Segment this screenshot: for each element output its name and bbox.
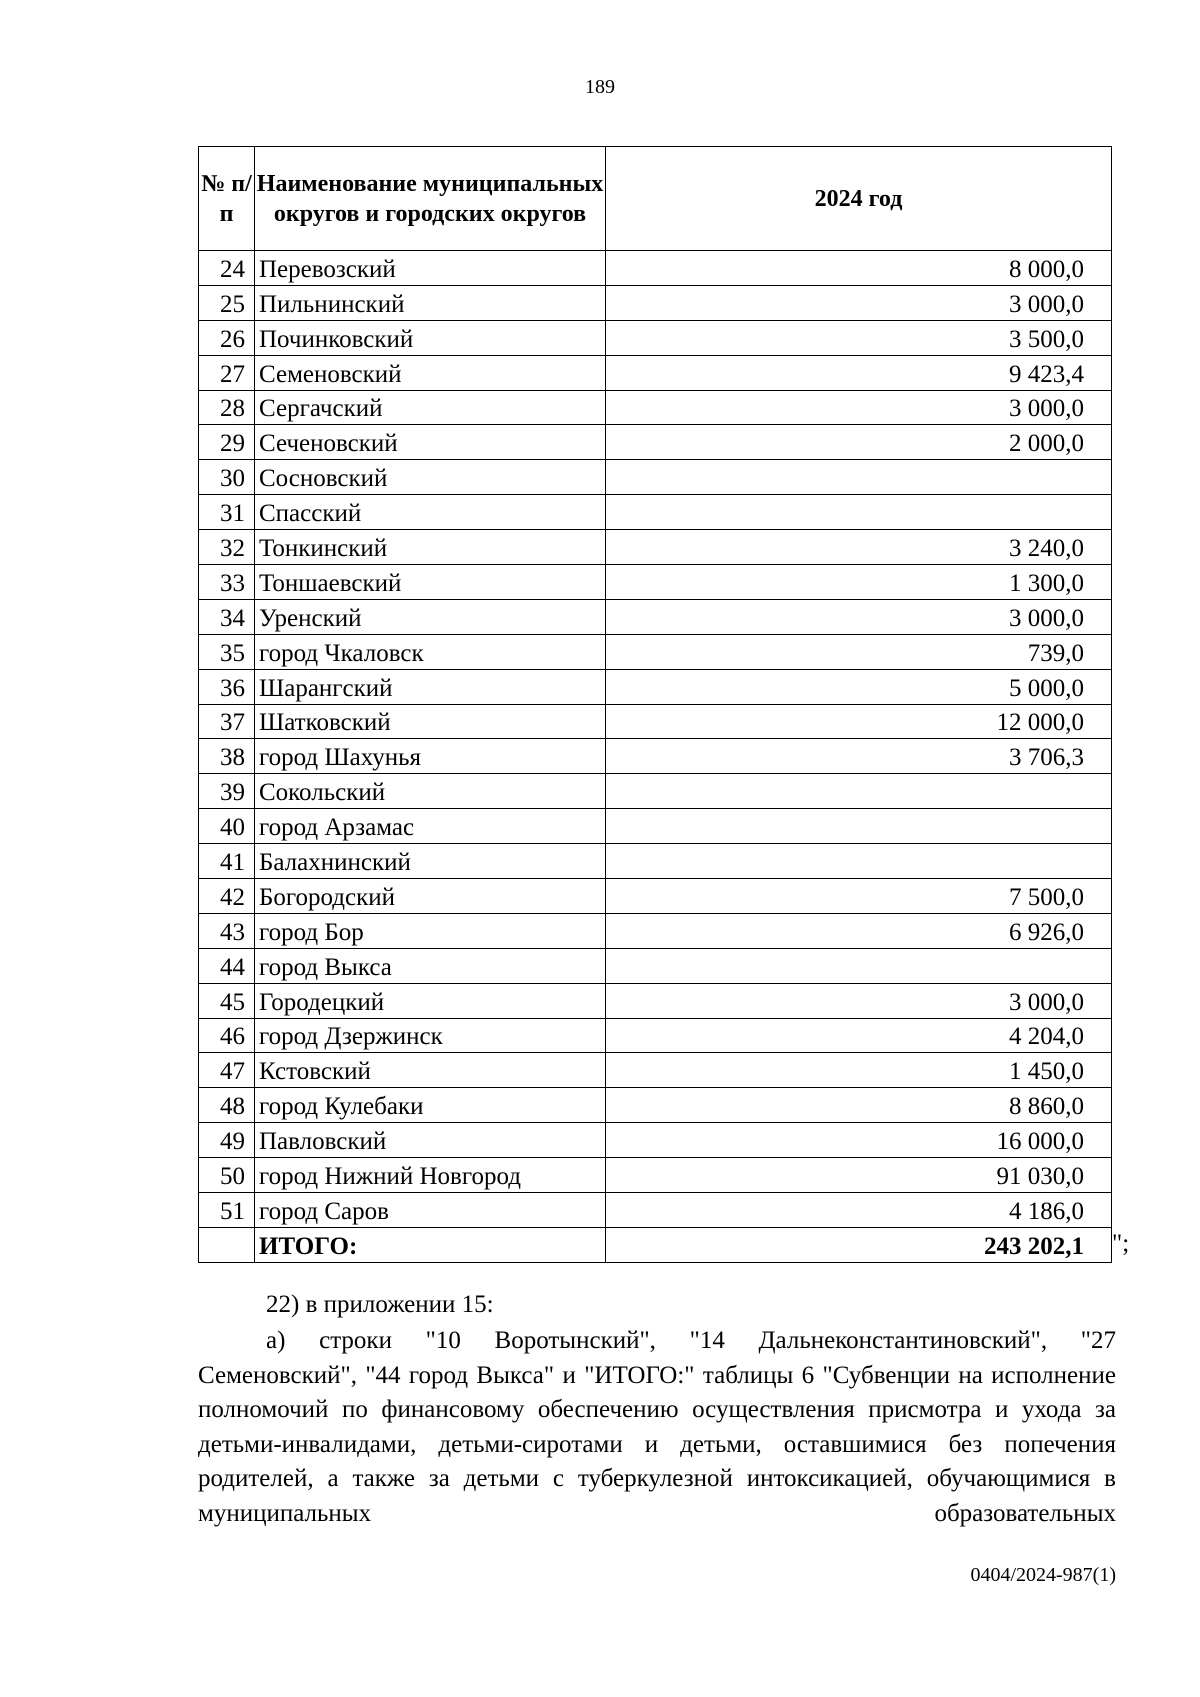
row-value: 12 000,0 xyxy=(606,704,1112,739)
table-row xyxy=(199,774,1112,809)
row-number: 46 xyxy=(199,1018,255,1053)
row-name: Павловский xyxy=(255,1123,606,1158)
table-row xyxy=(199,320,1112,355)
row-value: 2 000,0 xyxy=(606,425,1112,460)
row-number: 49 xyxy=(199,1123,255,1158)
row-name: Сергачский xyxy=(255,390,606,425)
row-value: 3 000,0 xyxy=(606,285,1112,320)
table-row xyxy=(199,530,1112,565)
table-row xyxy=(199,1018,1112,1053)
row-name: Балахнинский xyxy=(255,844,606,879)
row-number: 43 xyxy=(199,913,255,948)
table-row xyxy=(199,1123,1112,1158)
row-number: 39 xyxy=(199,774,255,809)
row-name: Починковский xyxy=(255,320,606,355)
row-value: 4 186,0 xyxy=(606,1193,1112,1228)
table-row xyxy=(199,355,1112,390)
row-name: Богородский xyxy=(255,879,606,914)
table-row xyxy=(199,1158,1112,1193)
row-number: 33 xyxy=(199,565,255,600)
row-value xyxy=(606,948,1112,983)
row-name: город Кулебаки xyxy=(255,1088,606,1123)
table-row xyxy=(199,425,1112,460)
row-name: Тоншаевский xyxy=(255,565,606,600)
allocation-table-wrapper xyxy=(198,146,1112,1263)
row-number: 51 xyxy=(199,1193,255,1228)
row-value: 1 300,0 xyxy=(606,565,1112,600)
row-number: 26 xyxy=(199,320,255,355)
row-number: 24 xyxy=(199,251,255,286)
row-value xyxy=(606,774,1112,809)
table-row xyxy=(199,809,1112,844)
row-name: город Шахунья xyxy=(255,739,606,774)
paragraph-line-first: а) строки "10 Воротынский", "14 Дальнеконстантиновский", xyxy=(266,1327,1048,1354)
total-label: ИТОГО: xyxy=(255,1227,606,1262)
row-number: 29 xyxy=(199,425,255,460)
row-value: 91 030,0 xyxy=(606,1158,1112,1193)
row-name: Семеновский xyxy=(255,355,606,390)
row-value: 9 423,4 xyxy=(606,355,1112,390)
row-value: 8 860,0 xyxy=(606,1088,1112,1123)
row-number: 47 xyxy=(199,1053,255,1088)
row-value: 16 000,0 xyxy=(606,1123,1112,1158)
row-value xyxy=(606,809,1112,844)
row-number: 48 xyxy=(199,1088,255,1123)
row-number: 32 xyxy=(199,530,255,565)
table-row xyxy=(199,285,1112,320)
row-number: 27 xyxy=(199,355,255,390)
table-row xyxy=(199,913,1112,948)
table-row xyxy=(199,565,1112,600)
total-value: 243 202,1 xyxy=(606,1227,1112,1262)
table-row xyxy=(199,948,1112,983)
row-value: 3 000,0 xyxy=(606,599,1112,634)
row-name: город Саров xyxy=(255,1193,606,1228)
row-value xyxy=(606,460,1112,495)
row-name: Сосновский xyxy=(255,460,606,495)
row-name: город Нижний Новгород xyxy=(255,1158,606,1193)
header-number: № п/п xyxy=(199,147,255,251)
row-number: 37 xyxy=(199,704,255,739)
row-number: 44 xyxy=(199,948,255,983)
row-value: 3 706,3 xyxy=(606,739,1112,774)
row-number: 36 xyxy=(199,669,255,704)
row-value: 3 240,0 xyxy=(606,530,1112,565)
row-value xyxy=(606,844,1112,879)
table-row xyxy=(199,1053,1112,1088)
table-row xyxy=(199,460,1112,495)
paragraph-line-rest: "27 Семеновский", "44 город Выкса" и "ИТОГО:" таблицы 6 "Субвенции на исполнение полномочий по финансовому обеспечению осуществления присмотра и ухода за детьми-инвалидами, детьми-сиротами и детьми, оставшимися без попечения родителей, а также за детьми с туберкулезной интоксикацией, обучающимися в муниципальных образовательных xyxy=(198,1327,1116,1527)
paragraph-item-22: 22) в приложении 15: xyxy=(266,1291,494,1318)
total-number-cell xyxy=(199,1227,255,1262)
table-row xyxy=(199,669,1112,704)
table-row xyxy=(199,1193,1112,1228)
table-row xyxy=(199,495,1112,530)
row-number: 35 xyxy=(199,634,255,669)
row-name: Перевозский xyxy=(255,251,606,286)
row-number: 42 xyxy=(199,879,255,914)
row-name: Кстовский xyxy=(255,1053,606,1088)
table-row xyxy=(199,599,1112,634)
table-row xyxy=(199,634,1112,669)
row-name: город Арзамас xyxy=(255,809,606,844)
row-value: 739,0 xyxy=(606,634,1112,669)
row-value: 3 500,0 xyxy=(606,320,1112,355)
table-header-row xyxy=(199,147,1112,251)
row-number: 31 xyxy=(199,495,255,530)
row-value: 6 926,0 xyxy=(606,913,1112,948)
row-name: Шатковский xyxy=(255,704,606,739)
table-row xyxy=(199,251,1112,286)
table-row xyxy=(199,704,1112,739)
row-value: 5 000,0 xyxy=(606,669,1112,704)
paragraph-item-a xyxy=(198,1324,1116,1531)
table-total-row xyxy=(199,1227,1112,1262)
row-number: 38 xyxy=(199,739,255,774)
row-number: 28 xyxy=(199,390,255,425)
row-value xyxy=(606,495,1112,530)
row-value: 4 204,0 xyxy=(606,1018,1112,1053)
row-name: Шарангский xyxy=(255,669,606,704)
row-value: 1 450,0 xyxy=(606,1053,1112,1088)
table-row xyxy=(199,844,1112,879)
row-number: 34 xyxy=(199,599,255,634)
row-name: Городецкий xyxy=(255,983,606,1018)
row-value: 7 500,0 xyxy=(606,879,1112,914)
row-number: 41 xyxy=(199,844,255,879)
table-row xyxy=(199,390,1112,425)
page-number: 189 xyxy=(585,76,615,98)
row-name: Сокольский xyxy=(255,774,606,809)
row-number: 25 xyxy=(199,285,255,320)
row-name: Тонкинский xyxy=(255,530,606,565)
row-name: город Выкса xyxy=(255,948,606,983)
table-row xyxy=(199,983,1112,1018)
header-year: 2024 год xyxy=(606,147,1112,251)
row-number: 50 xyxy=(199,1158,255,1193)
closing-quote: "; xyxy=(1112,1230,1130,1257)
row-value: 3 000,0 xyxy=(606,390,1112,425)
table-row xyxy=(199,739,1112,774)
row-name: город Бор xyxy=(255,913,606,948)
row-number: 40 xyxy=(199,809,255,844)
row-name: Пильнинский xyxy=(255,285,606,320)
table-row xyxy=(199,1088,1112,1123)
row-name: город Дзержинск xyxy=(255,1018,606,1053)
row-name: Сеченовский xyxy=(255,425,606,460)
row-name: Уренский xyxy=(255,599,606,634)
row-number: 30 xyxy=(199,460,255,495)
table-row xyxy=(199,879,1112,914)
allocation-table xyxy=(198,146,1112,1263)
row-name: город Чкаловск xyxy=(255,634,606,669)
row-value: 8 000,0 xyxy=(606,251,1112,286)
document-id: 0404/2024-987(1) xyxy=(970,1564,1116,1586)
row-name: Спасский xyxy=(255,495,606,530)
row-number: 45 xyxy=(199,983,255,1018)
header-name: Наименование муниципальных округов и городских округов xyxy=(255,147,606,251)
table-body xyxy=(199,251,1112,1263)
row-value: 3 000,0 xyxy=(606,983,1112,1018)
